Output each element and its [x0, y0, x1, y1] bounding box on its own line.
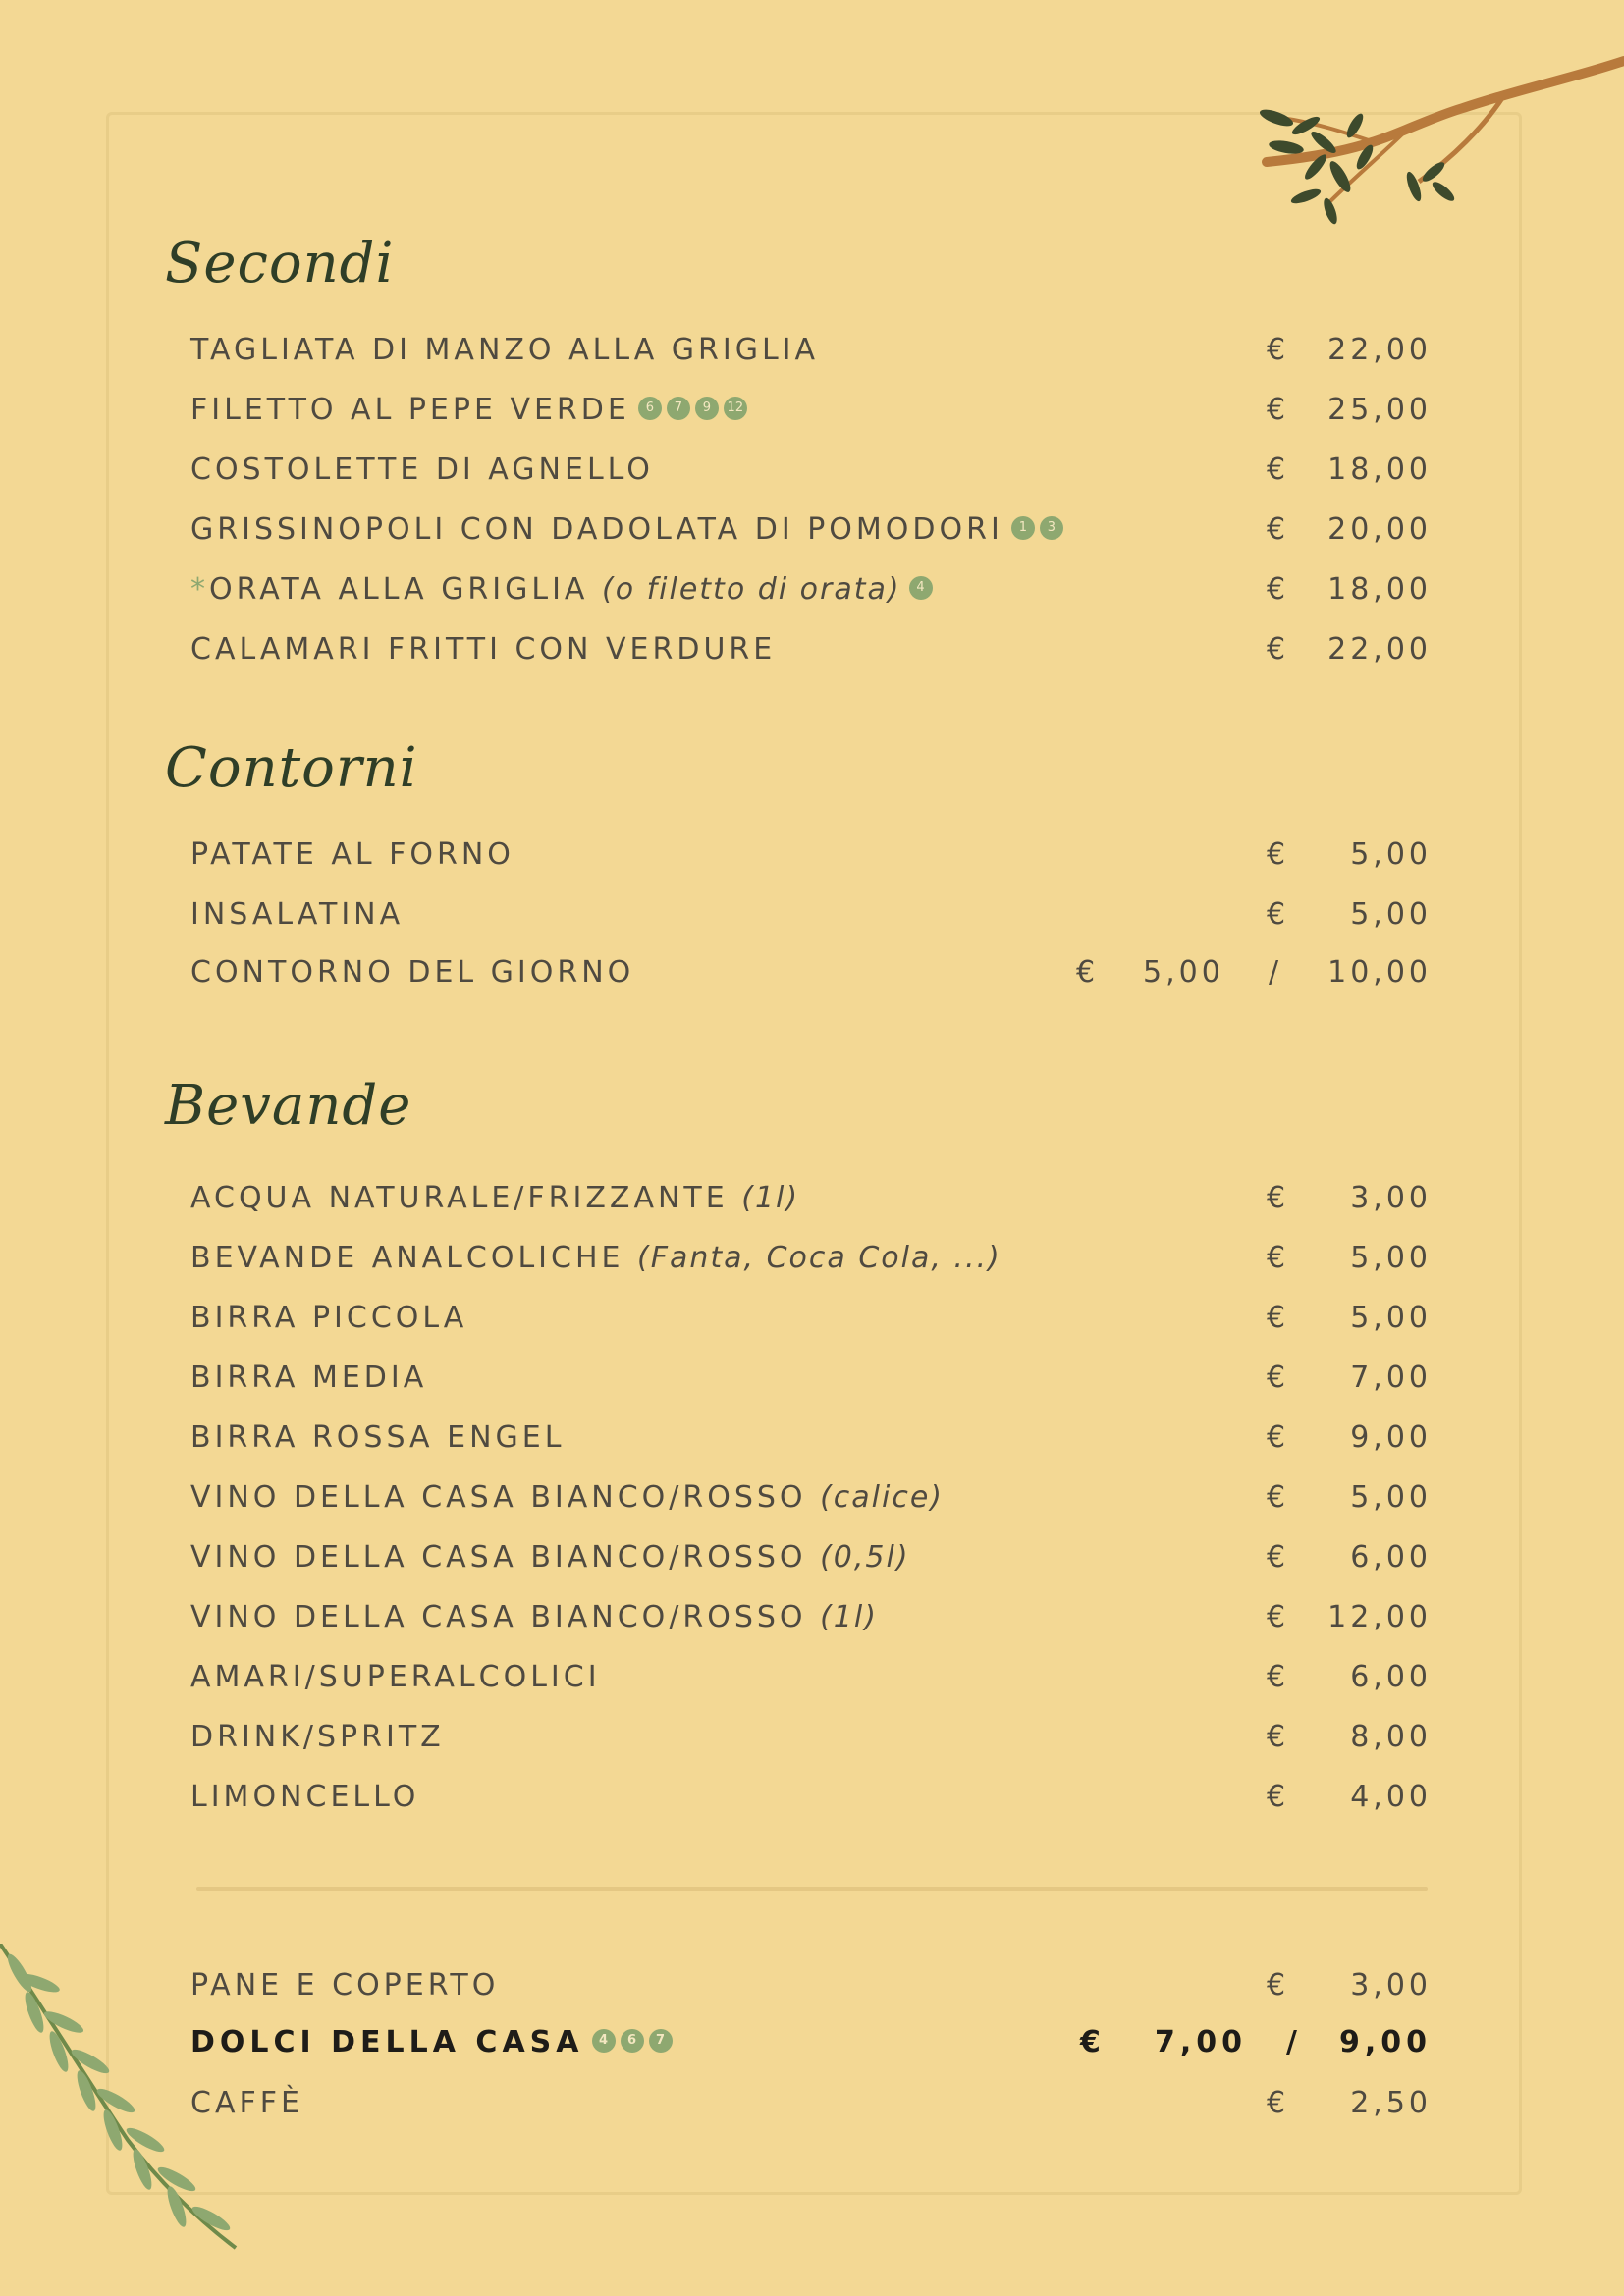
- item-price: 4,00: [1350, 1780, 1432, 1814]
- olive-branch-icon: [1208, 49, 1624, 236]
- item-note: (calice): [820, 1480, 945, 1515]
- item-price: 5,00: [1350, 837, 1432, 872]
- item-currency: €: [1267, 897, 1290, 932]
- menu-item: [190, 507, 1432, 553]
- item-name: CONTORNO DEL GIORNO: [190, 955, 635, 989]
- item-price-low: 5,00: [1143, 955, 1224, 989]
- menu-item: [190, 627, 1432, 672]
- item-currency: €: [1267, 1420, 1290, 1455]
- item-price: 5,00: [1350, 1241, 1432, 1275]
- item-price: 2,50: [1350, 2086, 1432, 2120]
- menu-item: [190, 832, 1432, 878]
- item-currency: €: [1267, 1540, 1290, 1575]
- item-name: COSTOLETTE DI AGNELLO: [190, 453, 654, 487]
- item-note: (1l): [820, 1600, 878, 1634]
- allergen-badge: 9: [695, 397, 719, 420]
- item-note: (1l): [741, 1181, 800, 1215]
- item-price: 18,00: [1327, 572, 1432, 607]
- menu-item: [190, 1655, 1432, 1700]
- allergen-badge: 12: [724, 397, 747, 420]
- item-price: 7,00: [1350, 1361, 1432, 1395]
- menu-item: [190, 388, 1432, 433]
- item-price: 5,00: [1350, 1301, 1432, 1335]
- item-name: ACQUA NATURALE/FRIZZANTE: [190, 1181, 729, 1215]
- item-price: 12,00: [1327, 1600, 1432, 1634]
- menu-item: [190, 892, 1432, 937]
- item-name: PANE E COPERTO: [190, 1968, 500, 2002]
- allergen-badge: 6: [638, 397, 662, 420]
- allergen-badge: 6: [621, 2029, 644, 2053]
- item-currency: €: [1267, 1600, 1290, 1634]
- allergen-badge: 4: [592, 2029, 616, 2053]
- menu-item: [190, 1176, 1432, 1221]
- item-name: BIRRA ROSSA ENGEL: [190, 1420, 566, 1455]
- item-name: CAFFÈ: [190, 2086, 303, 2120]
- special-marker: *: [190, 572, 209, 607]
- item-price: 3,00: [1350, 1968, 1432, 2002]
- menu-item: [190, 1475, 1432, 1521]
- item-name: GRISSINOPOLI CON DADOLATA DI POMODORI: [190, 512, 1003, 547]
- menu-item: [190, 1963, 1432, 2008]
- item-currency: €: [1267, 333, 1290, 367]
- section-divider: [196, 1887, 1428, 1891]
- item-price: 25,00: [1327, 393, 1432, 427]
- item-note: (o filetto di orata): [602, 572, 901, 607]
- section-title-contorni: Contorni: [165, 736, 418, 800]
- allergen-badges: [638, 389, 752, 434]
- item-note: (0,5l): [820, 1540, 910, 1575]
- item-currency: €: [1267, 1968, 1290, 2002]
- item-currency: €: [1267, 837, 1290, 872]
- item-price: 6,00: [1350, 1540, 1432, 1575]
- menu-item: [190, 448, 1432, 493]
- menu-item: [190, 1775, 1432, 1820]
- allergen-badge: 3: [1040, 516, 1063, 540]
- menu-item: [190, 950, 1432, 995]
- allergen-badge: 4: [909, 576, 933, 600]
- item-price: 18,00: [1327, 453, 1432, 487]
- menu-item: [190, 567, 1432, 613]
- item-currency: €: [1267, 1241, 1290, 1275]
- section-title-secondi: Secondi: [165, 232, 395, 295]
- item-currency: €: [1267, 1720, 1290, 1754]
- item-price-high: 9,00: [1338, 2025, 1432, 2059]
- item-price: 8,00: [1350, 1720, 1432, 1754]
- allergen-badges: [1011, 508, 1068, 554]
- menu-item: [190, 1356, 1432, 1401]
- item-name: DRINK/SPRITZ: [190, 1720, 445, 1754]
- item-price: 22,00: [1327, 333, 1432, 367]
- item-note: (Fanta, Coca Cola, ...): [637, 1241, 1001, 1275]
- item-price: 6,00: [1350, 1660, 1432, 1694]
- menu-item: [190, 1236, 1432, 1281]
- menu-item: [190, 1715, 1432, 1760]
- item-name: VINO DELLA CASA BIANCO/ROSSO: [190, 1480, 807, 1515]
- item-currency: €: [1267, 1660, 1290, 1694]
- price-separator: /: [1269, 955, 1283, 989]
- item-price: 5,00: [1350, 1480, 1432, 1515]
- item-name: CALAMARI FRITTI CON VERDURE: [190, 632, 777, 667]
- menu-item: [190, 328, 1432, 373]
- item-currency: €: [1267, 1181, 1290, 1215]
- allergen-badges: [909, 568, 938, 614]
- item-name: INSALATINA: [190, 897, 405, 932]
- item-currency: €: [1076, 955, 1100, 989]
- allergen-badge: 7: [649, 2029, 673, 2053]
- item-currency: €: [1267, 1361, 1290, 1395]
- item-currency: €: [1267, 572, 1290, 607]
- item-currency: €: [1267, 512, 1290, 547]
- item-name: DOLCI DELLA CASA: [190, 2025, 584, 2059]
- item-price: 20,00: [1327, 512, 1432, 547]
- item-name: AMARI/SUPERALCOLICI: [190, 1660, 601, 1694]
- item-currency: €: [1267, 393, 1290, 427]
- item-name: VINO DELLA CASA BIANCO/ROSSO: [190, 1600, 807, 1634]
- menu-item-highlight: [190, 2020, 1432, 2065]
- menu-item: [190, 1535, 1432, 1580]
- item-currency: €: [1267, 2086, 1290, 2120]
- item-name: BIRRA PICCOLA: [190, 1301, 468, 1335]
- item-name: BEVANDE ANALCOLICHE: [190, 1241, 624, 1275]
- section-title-bevande: Bevande: [165, 1074, 412, 1138]
- item-price: 9,00: [1350, 1420, 1432, 1455]
- item-price-low: 7,00: [1155, 2025, 1248, 2059]
- allergen-badges: [592, 2021, 677, 2066]
- item-name: VINO DELLA CASA BIANCO/ROSSO: [190, 1540, 807, 1575]
- item-currency: €: [1267, 1780, 1290, 1814]
- item-name: TAGLIATA DI MANZO ALLA GRIGLIA: [190, 333, 820, 367]
- item-name: PATATE AL FORNO: [190, 837, 514, 872]
- menu-item: [190, 1595, 1432, 1640]
- item-currency: €: [1267, 632, 1290, 667]
- item-currency: €: [1267, 1301, 1290, 1335]
- item-name: FILETTO AL PEPE VERDE: [190, 393, 630, 427]
- item-price: 5,00: [1350, 897, 1432, 932]
- menu-item: [190, 1415, 1432, 1461]
- item-price-high: 10,00: [1327, 955, 1432, 989]
- item-name: ORATA ALLA GRIGLIA: [209, 572, 589, 607]
- item-price: 3,00: [1350, 1181, 1432, 1215]
- item-currency: €: [1267, 453, 1290, 487]
- item-name: BIRRA MEDIA: [190, 1361, 428, 1395]
- menu-item: [190, 2081, 1432, 2126]
- item-name: LIMONCELLO: [190, 1780, 420, 1814]
- item-currency: €: [1267, 1480, 1290, 1515]
- item-currency: €: [1080, 2025, 1106, 2059]
- allergen-badge: 7: [667, 397, 690, 420]
- price-separator: /: [1286, 2025, 1302, 2059]
- item-price: 22,00: [1327, 632, 1432, 667]
- menu-item: [190, 1296, 1432, 1341]
- allergen-badge: 1: [1011, 516, 1035, 540]
